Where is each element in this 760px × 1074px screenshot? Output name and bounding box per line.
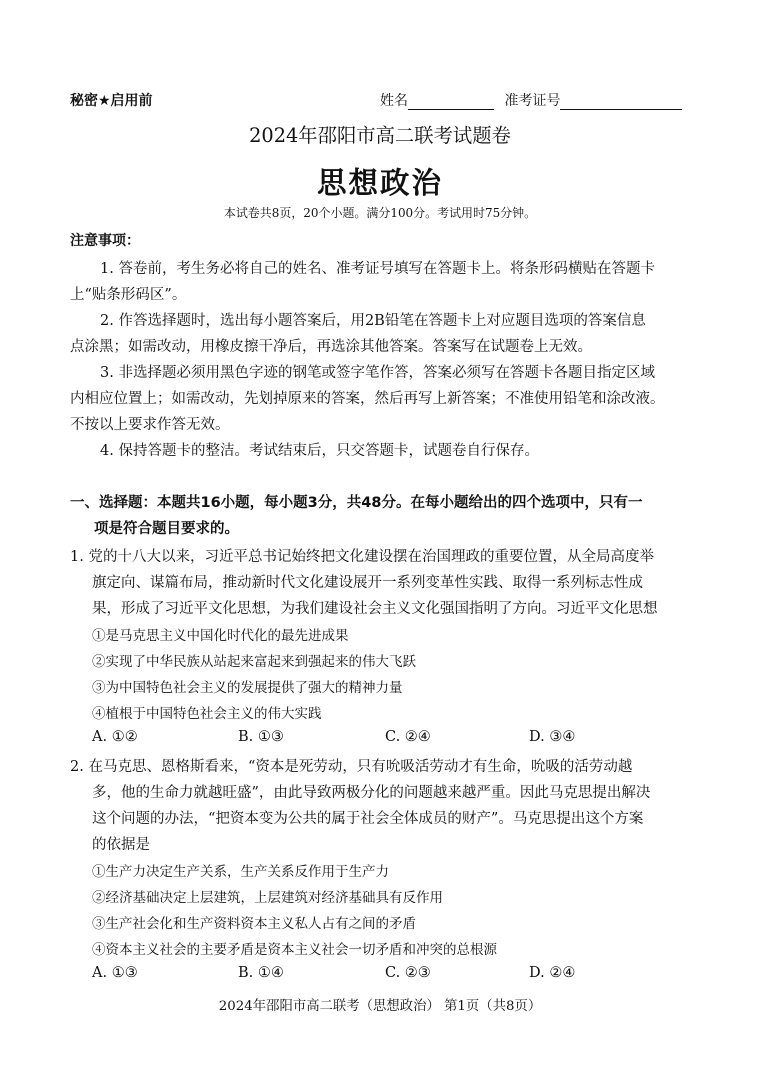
question-2-statement: ①生产力决定生产关系，生产关系反作用于生产力 bbox=[92, 864, 389, 880]
question-1-option-b: B. ①③ bbox=[238, 729, 284, 745]
notice-line: 内相应位置上；如需改动，先划掉原来的答案，然后再写上新答案；不准使用铅笔和涂改液。 bbox=[70, 391, 665, 407]
exam-info: 本试卷共8页，20个小题。满分100分。考试用时75分钟。 bbox=[223, 206, 537, 220]
notice-line: 2. 作答选择题时，选出每小题答案后，用2B铅笔在答题卡上对应题目选项的答案信息 bbox=[100, 313, 646, 329]
notice-line: 上“贴条形码区”。 bbox=[70, 287, 187, 303]
question-1-option-c: C. ②④ bbox=[385, 729, 431, 745]
question-1-option-a: A. ①② bbox=[92, 729, 138, 745]
question-2-option-b: B. ①④ bbox=[238, 965, 284, 981]
notice-line: 不按以上要求作答无效。 bbox=[70, 417, 230, 433]
page-footer: 2024年邵阳市高二联考（思想政治） 第1页（共8页） bbox=[218, 999, 542, 1014]
notice-heading: 注意事项： bbox=[70, 233, 140, 249]
notice-line: 3. 非选择题必须用黑色字迹的钢笔或签字笔作答，答案必须写在答题卡各题目指定区域 bbox=[100, 365, 655, 381]
question-2-stem: 2. 在马克思、恩格斯看来，“资本是死劳动，只有吮吸活劳动才有生命，吮吸的活劳动越 bbox=[70, 759, 633, 775]
question-1-statement: ④植根于中国特色社会主义的伟大实践 bbox=[92, 706, 322, 722]
question-1-statement: ①是马克思主义中国化时代化的最先进成果 bbox=[92, 628, 349, 644]
question-2-statement: ③生产社会化和生产资料资本主义私人占有之间的矛盾 bbox=[92, 916, 416, 932]
exam-title: 2024年邵阳市高二联考试题卷 bbox=[249, 124, 511, 147]
subject-title: 思想政治 bbox=[317, 166, 443, 200]
name-label: 姓名 bbox=[380, 93, 408, 109]
exam-id-label: 准考证号 bbox=[504, 93, 561, 109]
question-2-stem: 多，他的生命力就越旺盛”，由此导致两极分化的问题越来越严重。因此马克思提出解决 bbox=[92, 785, 651, 801]
question-1-stem: 旗定向、谋篇布局，推动新时代文化建设展开一系列变革性实践、取得一系列标志性成 bbox=[92, 575, 643, 591]
section-heading: 一、选择题：本题共16小题，每小题3分，共48分。在每小题给出的四个选项中，只有一 bbox=[70, 495, 643, 511]
question-1-stem: 1. 党的十八大以来，习近平总书记始终把文化建设摆在治国理政的重要位置，从全局高度举 bbox=[70, 549, 654, 565]
question-2-option-d: D. ②④ bbox=[529, 965, 576, 981]
exam-id-blank bbox=[560, 94, 682, 110]
question-1-statement: ③为中国特色社会主义的发展提供了强大的精神力量 bbox=[92, 680, 403, 696]
question-2-option-a: A. ①③ bbox=[92, 965, 138, 981]
notice-line: 1. 答卷前，考生务必将自己的姓名、准考证号填写在答题卡上。将条形码横贴在答题卡 bbox=[100, 261, 655, 277]
question-2-stem: 这个问题的办法，“把资本变为公共的属于社会全体成员的财产”。马克思提出这个方案 bbox=[92, 811, 644, 827]
question-2-option-c: C. ②③ bbox=[385, 965, 431, 981]
question-2-statement: ②经济基础决定上层建筑，上层建筑对经济基础具有反作用 bbox=[92, 890, 443, 906]
question-1-stem: 果，形成了习近平文化思想，为我们建设社会主义文化强国指明了方向。习近平文化思想 bbox=[92, 601, 658, 617]
section-heading-cont: 项是符合题目要求的。 bbox=[94, 521, 239, 537]
question-1-statement: ②实现了中华民族从站起来富起来到强起来的伟大飞跃 bbox=[92, 654, 416, 670]
candidate-fields bbox=[380, 90, 682, 110]
notice-line: 点涂黑；如需改动，用橡皮擦干净后，再选涂其他答案。答案写在试题卷上无效。 bbox=[70, 339, 592, 355]
confidential-mark: 秘密★启用前 bbox=[70, 93, 153, 109]
question-1-option-d: D. ③④ bbox=[529, 729, 576, 745]
question-2-statement: ④资本主义社会的主要矛盾是资本主义社会一切矛盾和冲突的总根源 bbox=[92, 942, 497, 958]
notice-line: 4. 保持答题卡的整洁。考试结束后，只交答题卡，试题卷自行保存。 bbox=[100, 443, 539, 459]
question-2-stem: 的依据是 bbox=[92, 837, 150, 853]
name-blank bbox=[408, 94, 494, 110]
